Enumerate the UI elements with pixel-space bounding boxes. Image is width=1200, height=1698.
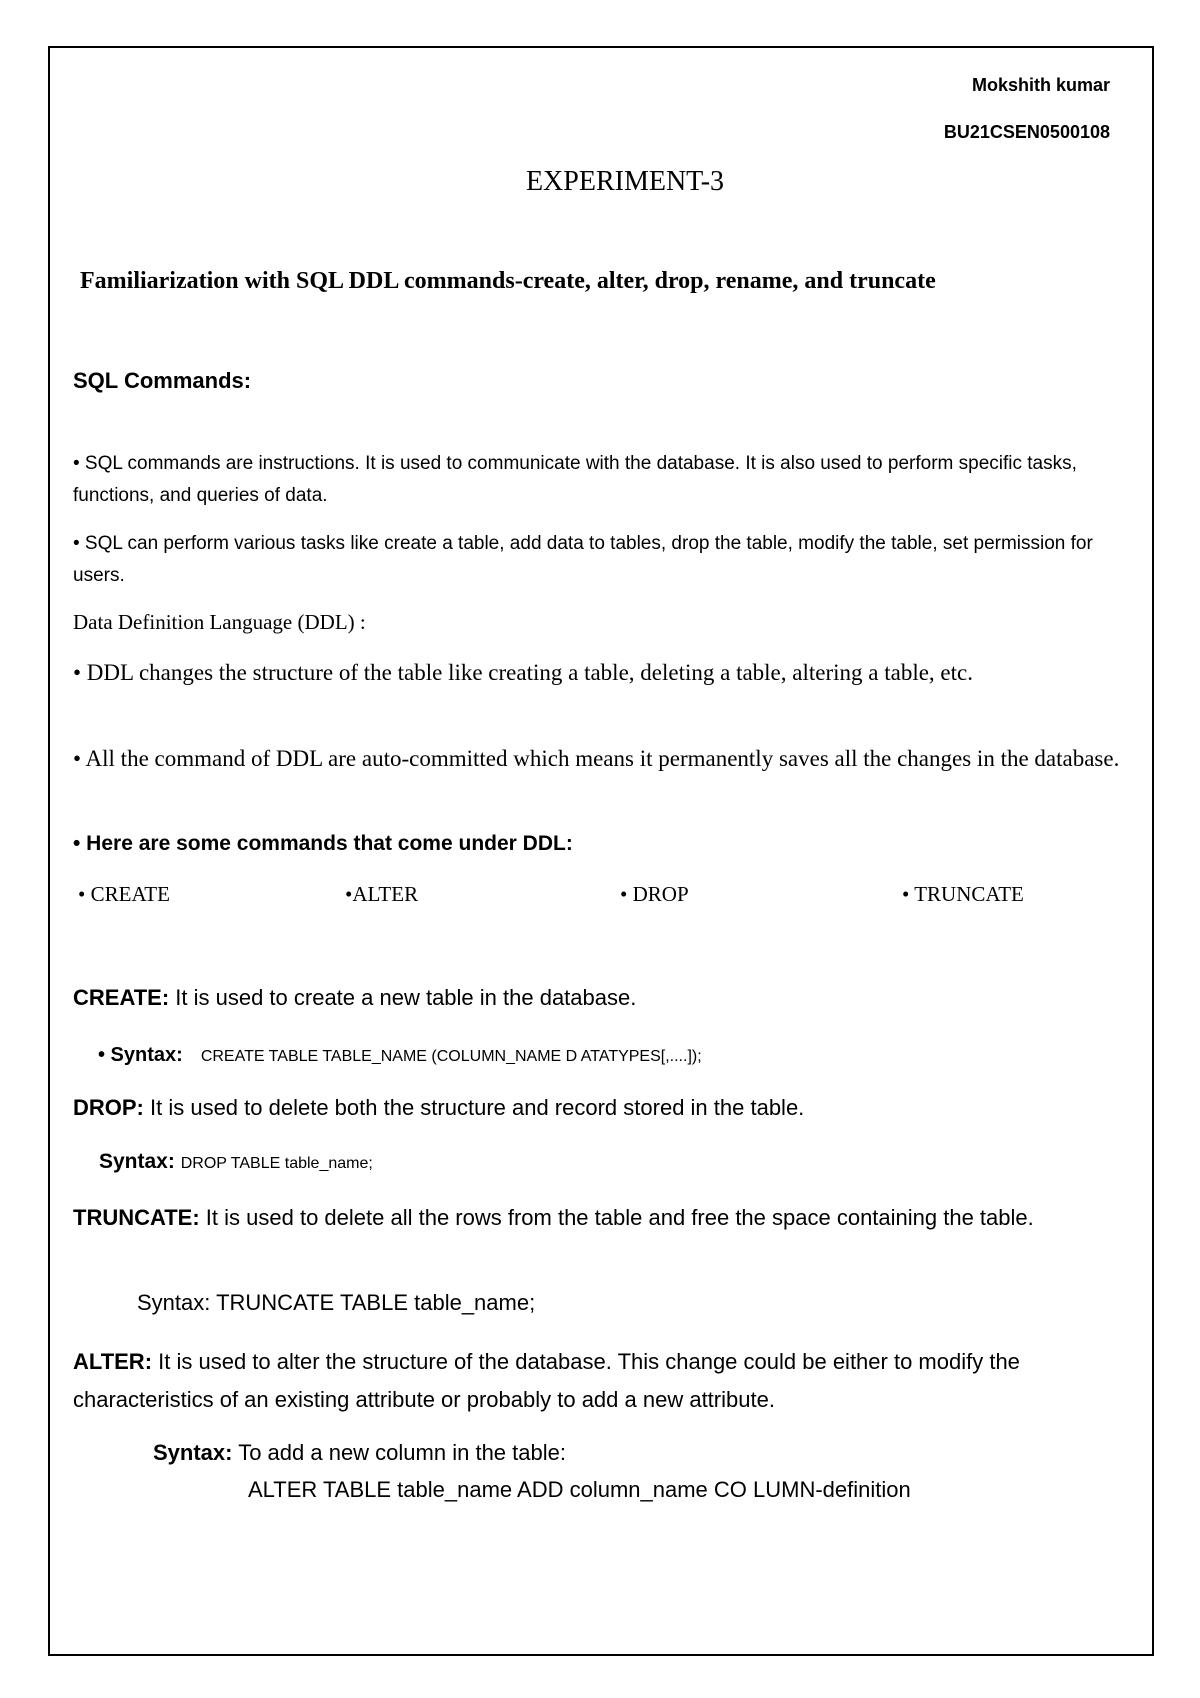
ddl-command-drop: • DROP xyxy=(620,882,689,906)
drop-text: It is used to delete both the structure and record stored in the table. xyxy=(143,1095,805,1120)
ddl-bullet-2: • All the command of DDL are auto-committed which means it permanently saves all the changes in the database. xyxy=(73,746,1120,771)
ddl-command-create: • CREATE xyxy=(78,882,170,906)
ddl-command-alter: •ALTER xyxy=(345,882,419,906)
sql-bullet-2: • SQL can perform various tasks like create a table, add data to tables, drop the table, modify the table, set permission for users. xyxy=(73,533,1093,586)
create-syntax xyxy=(98,1044,702,1067)
truncate-syntax: Syntax: TRUNCATE TABLE table_name; xyxy=(137,1290,536,1315)
create-syntax-label: • Syntax: xyxy=(98,1044,183,1066)
drop-syntax-label: Syntax: xyxy=(99,1150,175,1173)
create-text: It is used to create a new table in the database. xyxy=(169,985,637,1010)
sql-commands-heading: SQL Commands: xyxy=(73,368,252,393)
truncate-description xyxy=(73,1200,1133,1236)
ddl-heading: Data Definition Language (DDL) : xyxy=(73,610,366,634)
drop-description xyxy=(73,1095,804,1121)
alter-syntax-code: ALTER TABLE table_name ADD column_name CO LUMN-definition xyxy=(248,1477,911,1502)
create-label: CREATE: xyxy=(73,985,170,1010)
ddl-commands-intro: • Here are some commands that come under DDL: xyxy=(73,832,573,855)
alter-syntax-label: Syntax: xyxy=(153,1440,233,1465)
alter-text: It is used to alter the structure of the database. This change could be either to modify the characteristics of an existing attribute or probably to add a new attribute. xyxy=(73,1349,1020,1412)
roll-number: BU21CSEN0500108 xyxy=(943,122,1110,142)
alter-label: ALTER: xyxy=(73,1349,153,1374)
drop-syntax-code: DROP TABLE table_name; xyxy=(180,1155,373,1172)
ddl-bullet-1: • DDL changes the structure of the table like creating a table, deleting a table, altering a table, etc. xyxy=(73,660,973,685)
alter-syntax-line xyxy=(153,1440,566,1466)
subtitle: Familiarization with SQL DDL commands-create, alter, drop, rename, and truncate xyxy=(80,268,936,294)
sql-bullet-1: • SQL commands are instructions. It is used to communicate with the database. It is also used to perform specific tasks, functions, and queries of data. xyxy=(73,453,1077,506)
truncate-text: It is used to delete all the rows from the table and free the space containing the table. xyxy=(199,1205,1034,1230)
drop-syntax xyxy=(99,1150,373,1174)
author-name: Mokshith kumar xyxy=(971,75,1110,95)
page-title: EXPERIMENT-3 xyxy=(525,166,725,197)
truncate-label: TRUNCATE: xyxy=(73,1205,200,1230)
alter-syntax-intro: To add a new column in the table: xyxy=(232,1440,566,1465)
drop-label: DROP: xyxy=(73,1095,144,1120)
create-syntax-code: CREATE TABLE TABLE_NAME (COLUMN_NAME D ATATYPES[,....]); xyxy=(200,1048,702,1065)
ddl-command-truncate: • TRUNCATE xyxy=(902,882,1024,906)
create-description xyxy=(73,985,636,1011)
alter-description xyxy=(73,1343,1133,1419)
